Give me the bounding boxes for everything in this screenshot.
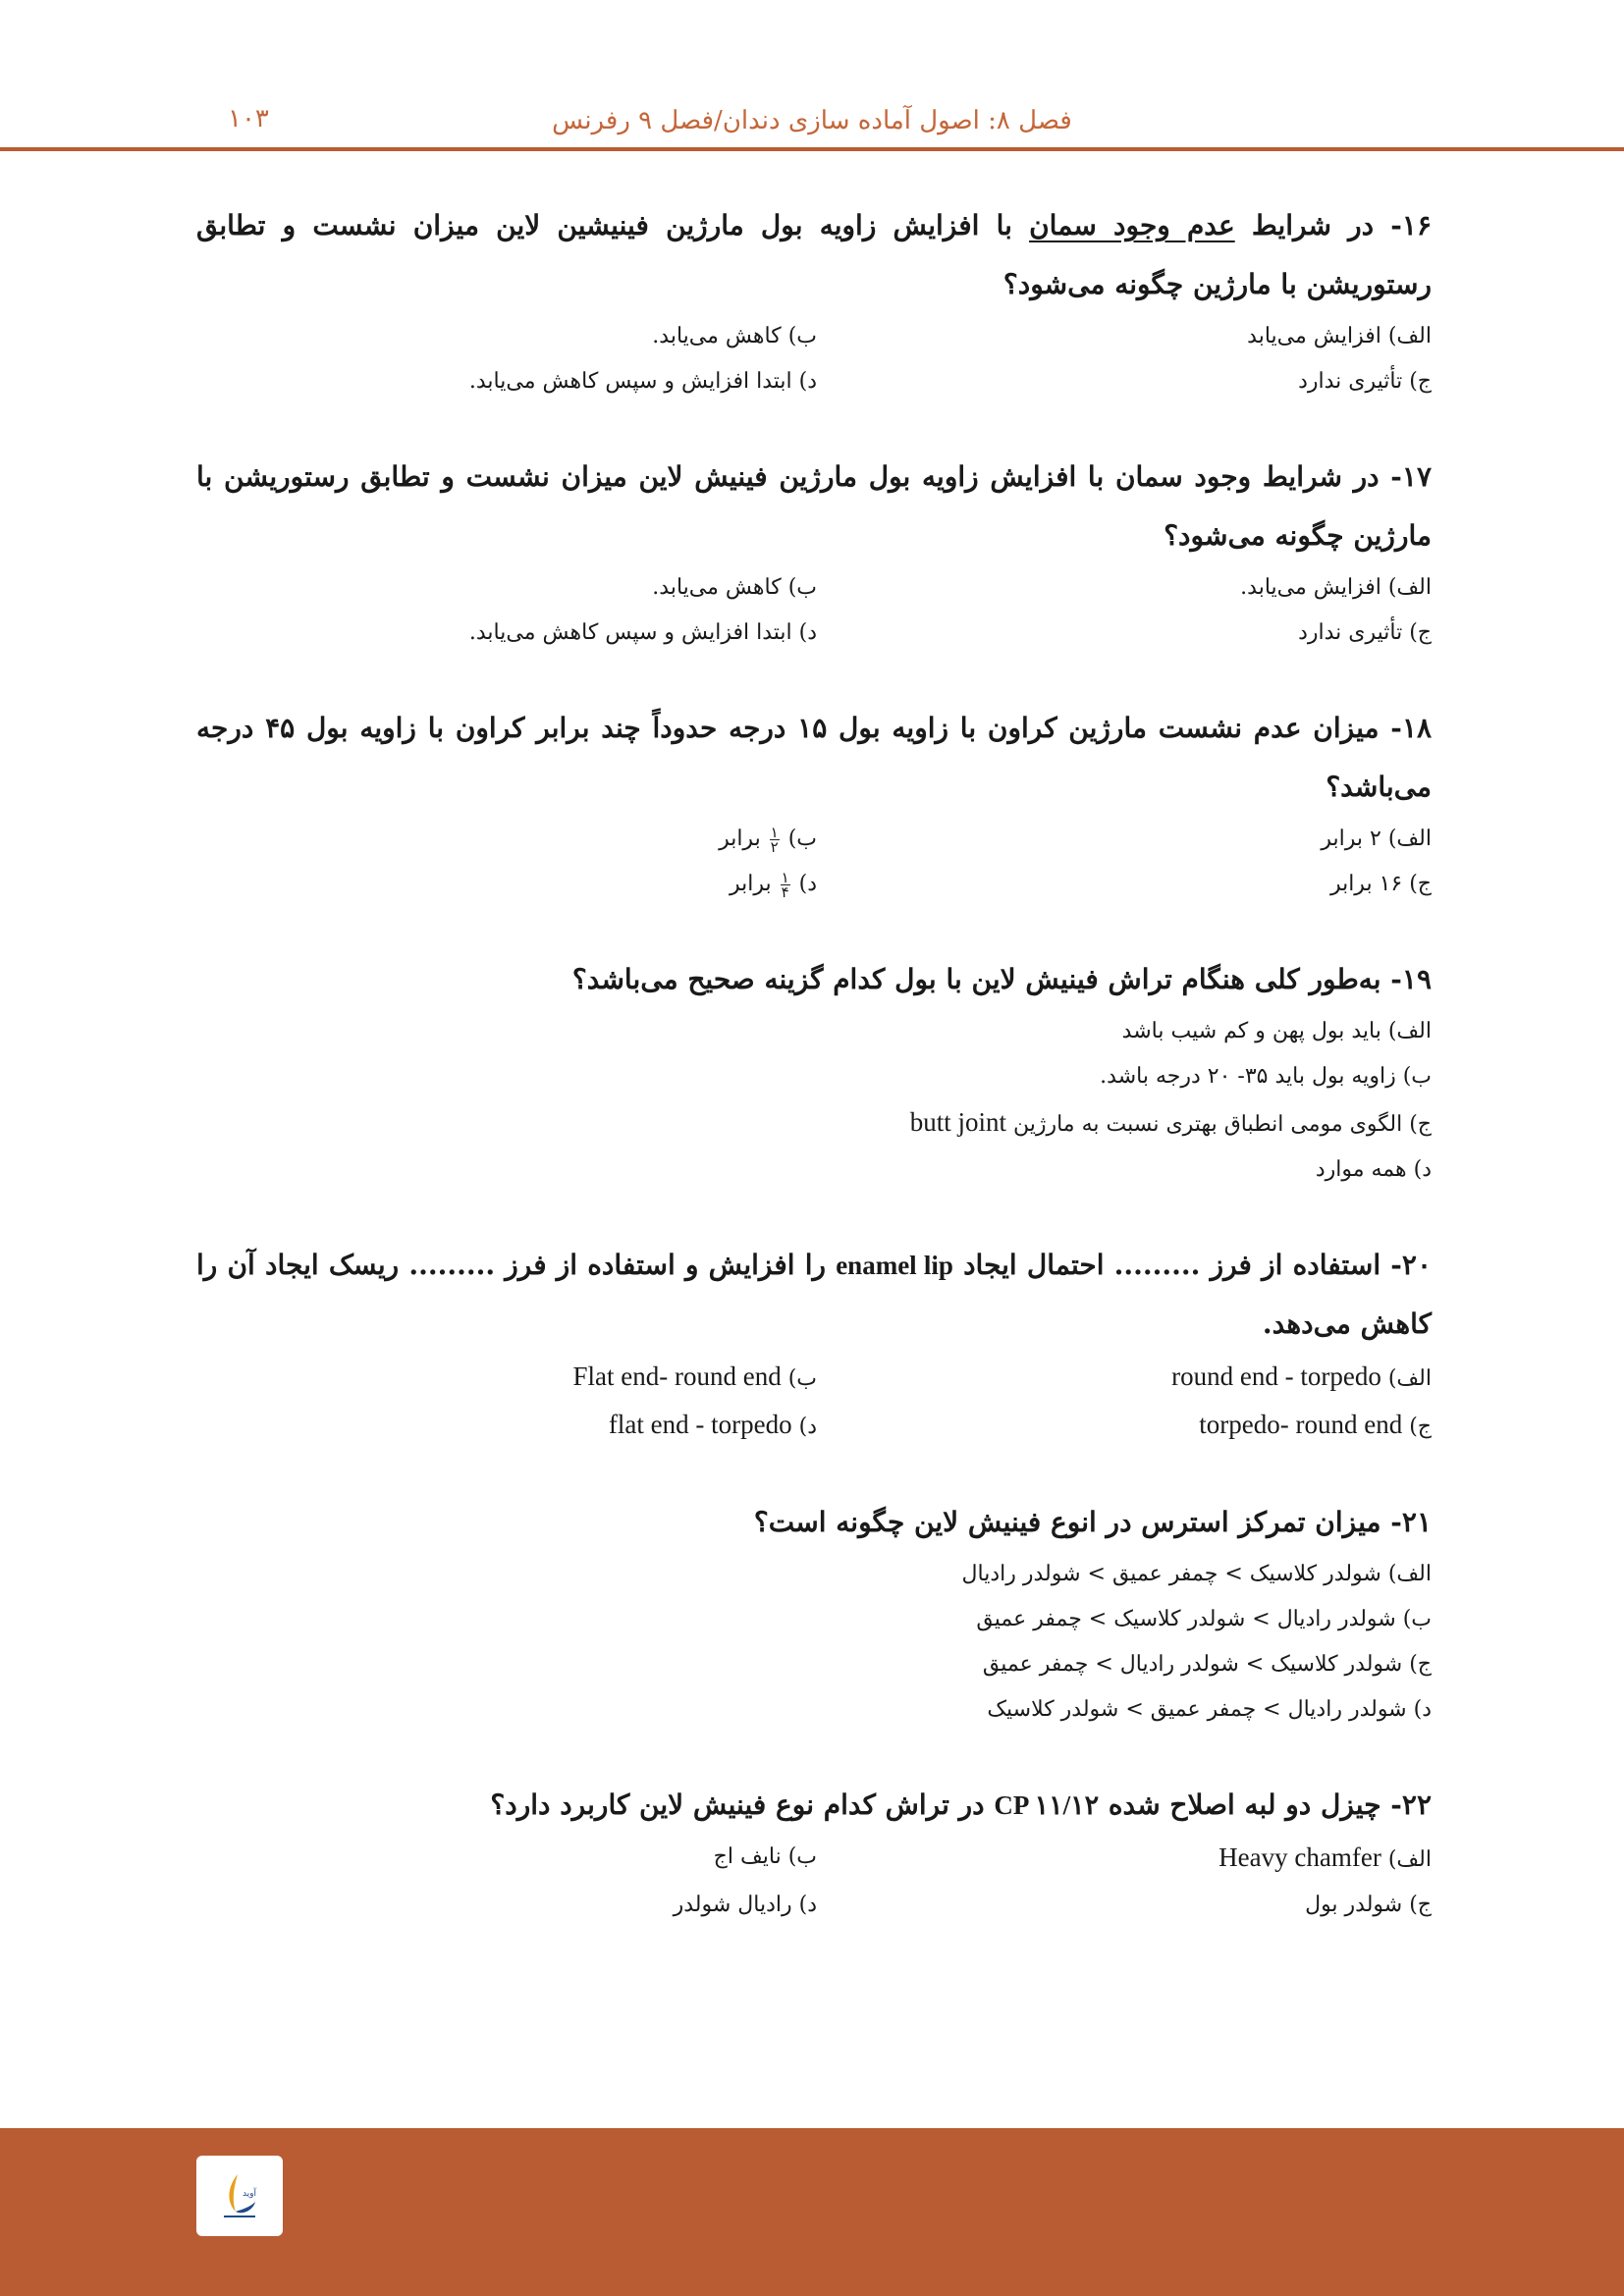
options (196, 314, 1432, 404)
question-16 (196, 196, 1432, 404)
option-d: د) $\frac{۱}{۴}$ برابر (729, 868, 817, 901)
question-text: ۱۹- به‌طور کلی هنگام تراش فینیش لاین با بول کدام گزینه صحیح می‌باشد؟ (571, 963, 1432, 995)
question-17 (196, 448, 1432, 656)
option-b: ب) کاهش می‌یابد. (652, 324, 817, 348)
option-a: الف) افزایش می‌یابد. (1240, 575, 1432, 600)
option-b: ب) $\frac{۱}{۲}$ برابر (719, 823, 817, 856)
option-b: ب) زاویه بول باید ۳۵- ۲۰ درجه باشد. (1100, 1064, 1432, 1089)
question-18 (196, 699, 1432, 907)
option-a: الف) Heavy chamfer (1218, 1842, 1432, 1872)
question-21 (196, 1493, 1432, 1733)
option-d: د) همه موارد (1315, 1157, 1432, 1182)
underlined-phrase: عدم وجود سمان (1029, 209, 1235, 241)
fraction: $\frac{۱}{۲}$ (770, 823, 779, 856)
option-b: ب) نایف اج (713, 1844, 817, 1869)
option-c: ج) torpedo- round end (1199, 1410, 1432, 1439)
running-title: فصل ۸: اصول آماده سازی دندان/فصل ۹ رفرنس (552, 106, 1072, 135)
options (196, 1552, 1432, 1733)
question-text: ۱۷- در شرایط وجود سمان با افزایش زاویه بول مارژین فینیش لاین میزان نشست و تطابق رستوریشن با مارژین چگونه می‌شود؟ (196, 460, 1432, 552)
option-d: د) شولدر رادیال > چمفر عمیق > شولدر کلاسیک (987, 1697, 1432, 1722)
question-19 (196, 950, 1432, 1193)
svg-text:آوید: آوید (242, 2189, 257, 2199)
option-b: ب) شولدر رادیال > شولدر کلاسیک > چمفر عمیق (976, 1607, 1432, 1631)
question-22 (196, 1776, 1432, 1928)
options (196, 1009, 1432, 1193)
option-d: د) ابتدا افزایش و سپس کاهش می‌یابد. (468, 620, 817, 645)
options (196, 1835, 1432, 1928)
publisher-logo (196, 2156, 283, 2236)
page-number: ۱۰۳ (228, 104, 269, 133)
option-b: ب) کاهش می‌یابد. (652, 575, 817, 600)
options (196, 565, 1432, 656)
logo-icon (210, 2166, 269, 2225)
fraction: $\frac{۱}{۴}$ (781, 868, 789, 901)
question-text: ۱۶- در شرایط عدم وجود سمان با افزایش زاویه بول مارژین فینیشین لاین میزان نشست و تطابق رستوریشن با مارژین چگونه می‌شود؟ (196, 209, 1432, 300)
option-c: ج) تأثیری ندارد (1298, 369, 1432, 394)
options (196, 817, 1432, 907)
question-list (196, 196, 1432, 1971)
question-text: ۲۱- میزان تمرکز استرس در انوع فینیش لاین چگونه است؟ (753, 1506, 1432, 1538)
option-d: د) رادیال شولدر (673, 1893, 817, 1917)
question-text: ۲۰- استفاده از فرز ......... احتمال ایجاد enamel lip را افزایش و استفاده از فرز ......... ریسک ایجاد آن را کاهش می‌دهد. (196, 1249, 1432, 1340)
question-text: ۱۸- میزان عدم نشست مارژین کراون با زاویه بول ۱۵ درجه حدوداً چند برابر کراون با زاویه بول ۴۵ درجه می‌باشد؟ (196, 712, 1433, 803)
option-a: الف) شولدر کلاسیک > چمفر عمیق > شولدر رادیال (961, 1562, 1432, 1586)
option-a: الف) افزایش می‌یابد (1247, 324, 1432, 348)
option-a: الف) ۲ برابر (1321, 827, 1432, 851)
header-divider (0, 147, 1624, 151)
option-c: ج) شولدر کلاسیک > شولدر رادیال > چمفر عمیق (982, 1652, 1432, 1677)
options (196, 1354, 1432, 1450)
option-d: د) flat end - torpedo (608, 1410, 817, 1439)
question-text: ۲۲- چیزل دو لبه اصلاح شده CP ۱۱/۱۲ در تراش کدام نوع فینیش لاین کاربرد دارد؟ (490, 1789, 1432, 1821)
option-c: ج) الگوی مومی انطباق بهتری نسبت به مارژین butt joint (909, 1107, 1432, 1137)
option-a: الف) باید بول پهن و کم شیب باشد (1121, 1019, 1432, 1043)
option-a: الف) round end - torpedo (1171, 1362, 1432, 1391)
option-d: د) ابتدا افزایش و سپس کاهش می‌یابد. (468, 369, 817, 394)
option-c: ج) ۱۶ برابر (1329, 872, 1432, 896)
question-20 (196, 1236, 1432, 1450)
option-c: ج) تأثیری ندارد (1298, 620, 1432, 645)
option-c: ج) شولدر بول (1305, 1893, 1432, 1917)
option-b: ب) Flat end- round end (572, 1362, 817, 1391)
page-footer (0, 2128, 1624, 2296)
